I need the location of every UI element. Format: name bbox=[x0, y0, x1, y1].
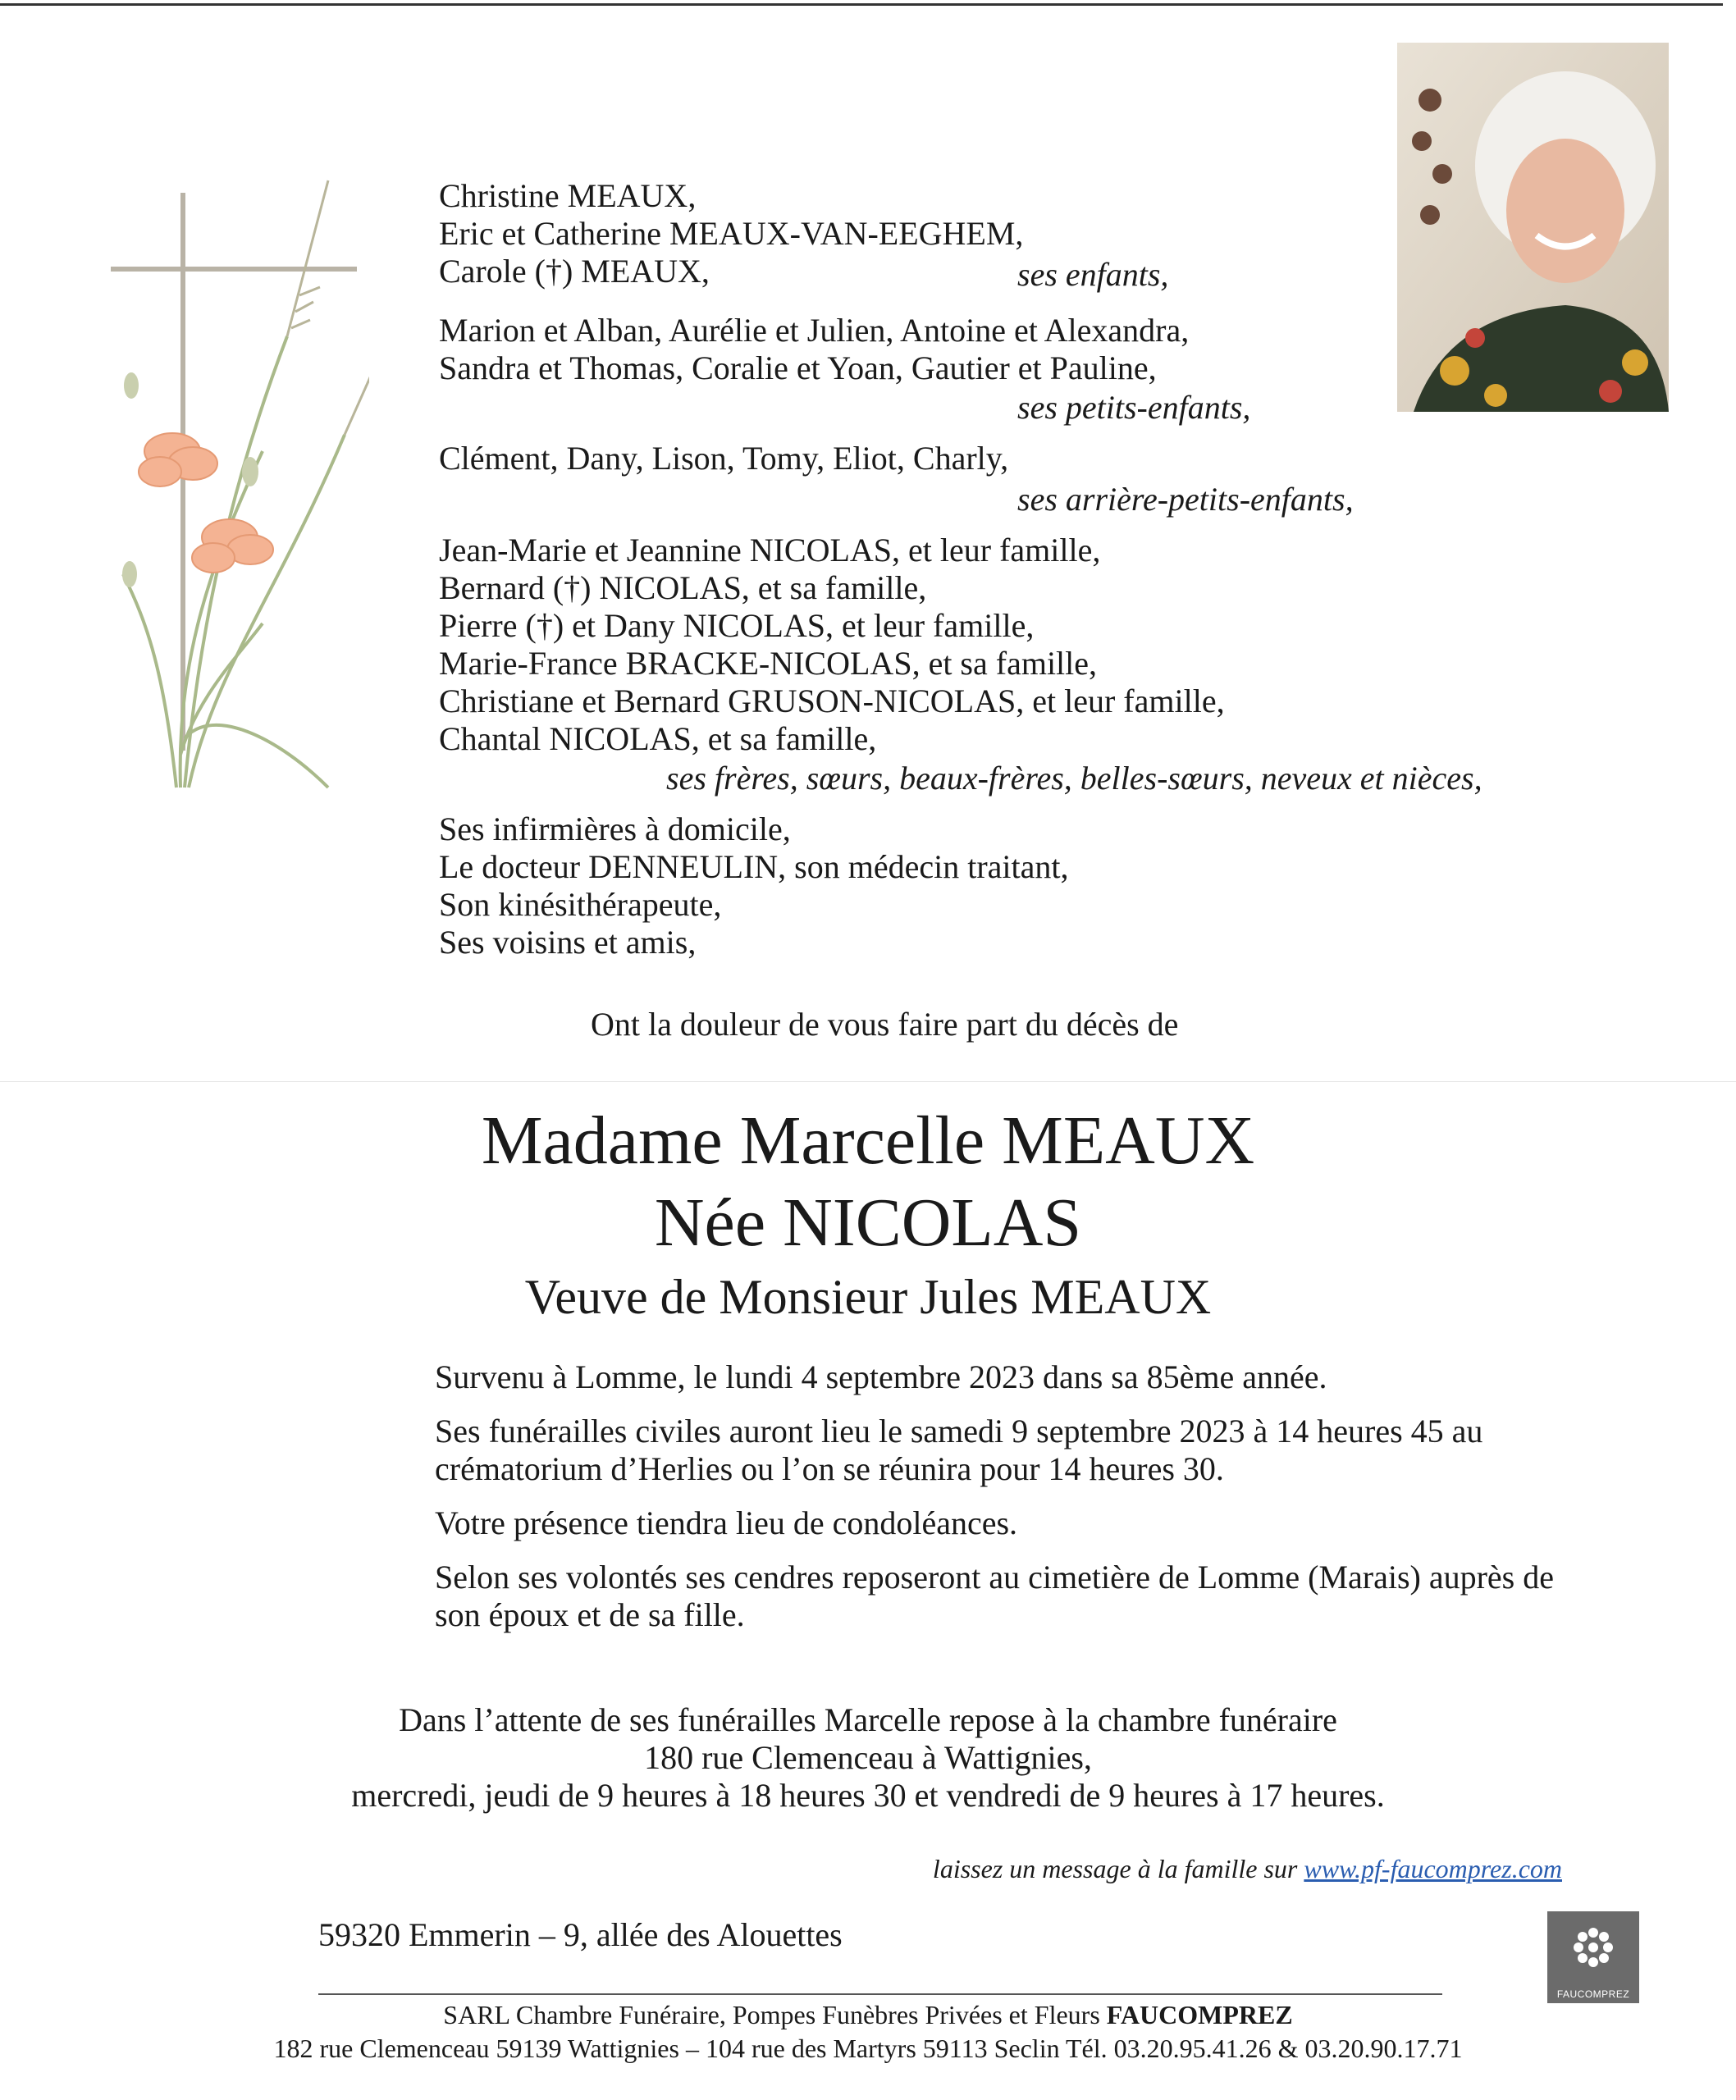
condolences-info: Votre présence tiendra lieu de condoléances. bbox=[435, 1504, 1018, 1541]
faucomprez-logo bbox=[1547, 1911, 1639, 2003]
child-line: Carole (†) MEAUX, bbox=[439, 253, 710, 290]
message-line bbox=[933, 1854, 1562, 1884]
website-link[interactable]: www.pf-faucomprez.com bbox=[1304, 1854, 1562, 1883]
others-line: Son kinésithérapeute, bbox=[439, 886, 722, 923]
portrait-photo bbox=[1397, 43, 1669, 412]
sibling-line: Jean-Marie et Jeannine NICOLAS, et leur famille, bbox=[439, 532, 1101, 568]
greatgrandchild-line: Clément, Dany, Lison, Tomy, Eliot, Charly, bbox=[439, 440, 1009, 477]
logo-text: FAUCOMPREZ bbox=[1556, 1988, 1630, 2000]
child-line: Eric et Catherine MEAUX-VAN-EEGHEM, bbox=[439, 215, 1024, 252]
footer-company-text: SARL Chambre Funéraire, Pompes Funèbres Privées et Fleurs bbox=[443, 2000, 1107, 2029]
footer-company bbox=[0, 1999, 1736, 2030]
page-fold bbox=[0, 1081, 1736, 1082]
message-text: laissez un message à la famille sur bbox=[932, 1854, 1304, 1883]
top-border bbox=[0, 3, 1723, 6]
deceased-widow-of: Veuve de Monsieur Jules MEAUX bbox=[524, 1270, 1212, 1324]
footer-divider bbox=[318, 1993, 1442, 1995]
child-line: Christine MEAUX, bbox=[439, 177, 697, 214]
footer-addresses: 182 rue Clemenceau 59139 Wattignies – 104 rue des Martyrs 59113 Seclin Tél. 03.20.95.41.26 & 03.20.90.17.71 bbox=[273, 2034, 1463, 2063]
sibling-line: Bernard (†) NICOLAS, et sa famille, bbox=[439, 569, 927, 606]
rest-line-3: mercredi, jeudi de 9 heures à 18 heures 30 et vendredi de 9 heures à 17 heures. bbox=[351, 1777, 1385, 1814]
grandchild-line: Marion et Alban, Aurélie et Julien, Antoine et Alexandra, bbox=[439, 312, 1190, 349]
others-line: Ses voisins et amis, bbox=[439, 924, 697, 961]
grandchild-line: Sandra et Thomas, Coralie et Yoan, Gautier et Pauline, bbox=[439, 349, 1157, 386]
death-info: Survenu à Lomme, le lundi 4 septembre 2023 dans sa 85ème année. bbox=[435, 1358, 1327, 1395]
announcement: Ont la douleur de vous faire part du décès de bbox=[591, 1006, 1179, 1043]
others-line: Le docteur DENNEULIN, son médecin traitant, bbox=[439, 848, 1069, 885]
sibling-line: Marie-France BRACKE-NICOLAS, et sa famille, bbox=[439, 645, 1098, 682]
sibling-line: Pierre (†) et Dany NICOLAS, et leur famille, bbox=[439, 607, 1035, 644]
cross-flowers-illustration bbox=[98, 164, 369, 820]
greatgrandchildren-role: ses arrière-petits-enfants, bbox=[1017, 481, 1354, 518]
deceased-name: Madame Marcelle MEAUX bbox=[481, 1102, 1255, 1179]
sibling-line: Christiane et Bernard GRUSON-NICOLAS, et leur famille, bbox=[439, 682, 1225, 719]
others-line: Ses infirmières à domicile, bbox=[439, 810, 791, 847]
rest-line-2: 180 rue Clemenceau à Wattignies, bbox=[644, 1739, 1092, 1776]
children-role: ses enfants, bbox=[1017, 256, 1169, 293]
family-address: 59320 Emmerin – 9, allée des Alouettes bbox=[318, 1916, 843, 1953]
siblings-role: ses frères, sœurs, beaux-frères, belles-sœurs, neveux et nièces, bbox=[666, 760, 1482, 797]
footer-brand: FAUCOMPREZ bbox=[1106, 2000, 1293, 2029]
funeral-info: Ses funérailles civiles auront lieu le samedi 9 septembre 2023 à 14 heures 45 au crématorium d’Herlies ou l’on se réunira pour 14 heures 30. bbox=[435, 1413, 1483, 1487]
rest-line-1: Dans l’attente de ses funérailles Marcelle repose à la chambre funéraire bbox=[399, 1701, 1337, 1738]
ashes-info: Selon ses volontés ses cendres reposeront au cimetière de Lomme (Marais) auprès de son époux et de sa fille. bbox=[435, 1559, 1554, 1633]
deceased-birth-name: Née NICOLAS bbox=[654, 1185, 1082, 1261]
sibling-line: Chantal NICOLAS, et sa famille, bbox=[439, 720, 877, 757]
grandchildren-role: ses petits-enfants, bbox=[1017, 389, 1251, 426]
